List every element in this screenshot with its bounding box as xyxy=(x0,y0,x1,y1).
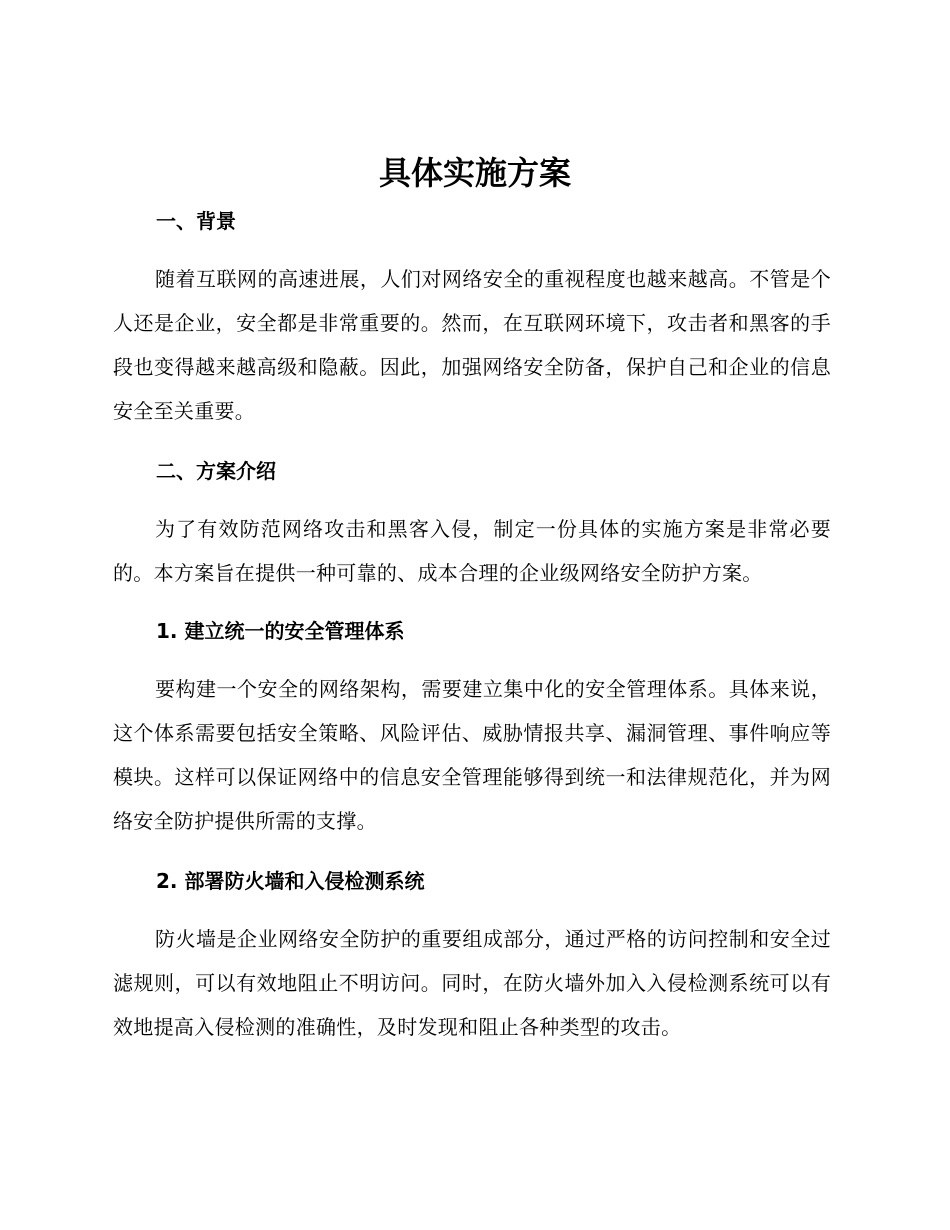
section-paragraph-background: 随着互联网的高速进展，人们对网络安全的重视程度也越来越高。不管是个人还是企业，安全都是非常重要的。然而，在互联网环境下，攻击者和黑客的手段也变得越来越高级和隐蔽。因此，加强网络安全防备，保护自己和企业的信息安全至关重要。 xyxy=(113,267,831,423)
document-title: 具体实施方案 xyxy=(378,154,571,192)
section-heading-firewall-ids: 2. 部署防火墙和入侵检测系统 xyxy=(156,869,425,893)
section-paragraph-plan-intro: 为了有效防范网络攻击和黑客入侵，制定一份具体的实施方案是非常必要的。本方案旨在提供一种可靠的、成本合理的企业级网络安全防护方案。 xyxy=(113,517,831,585)
section-heading-plan-intro: 二、方案介绍 xyxy=(156,459,276,483)
section-heading-background: 一、背景 xyxy=(156,209,236,233)
section-paragraph-security-management: 要构建一个安全的网络架构，需要建立集中化的安全管理体系。具体来说，这个体系需要包括安全策略、风险评估、威胁情报共享、漏洞管理、事件响应等模块。这样可以保证网络中的信息安全管理能够得到统一和法律规范化，并为网络安全防护提供所需的支撑。 xyxy=(113,677,831,833)
section-heading-security-management: 1. 建立统一的安全管理体系 xyxy=(156,619,405,643)
section-paragraph-firewall-ids: 防火墙是企业网络安全防护的重要组成部分，通过严格的访问控制和安全过滤规则，可以有效地阻止不明访问。同时，在防火墙外加入入侵检测系统可以有效地提高入侵检测的准确性，及时发现和阻止各种类型的攻击。 xyxy=(113,927,831,1039)
